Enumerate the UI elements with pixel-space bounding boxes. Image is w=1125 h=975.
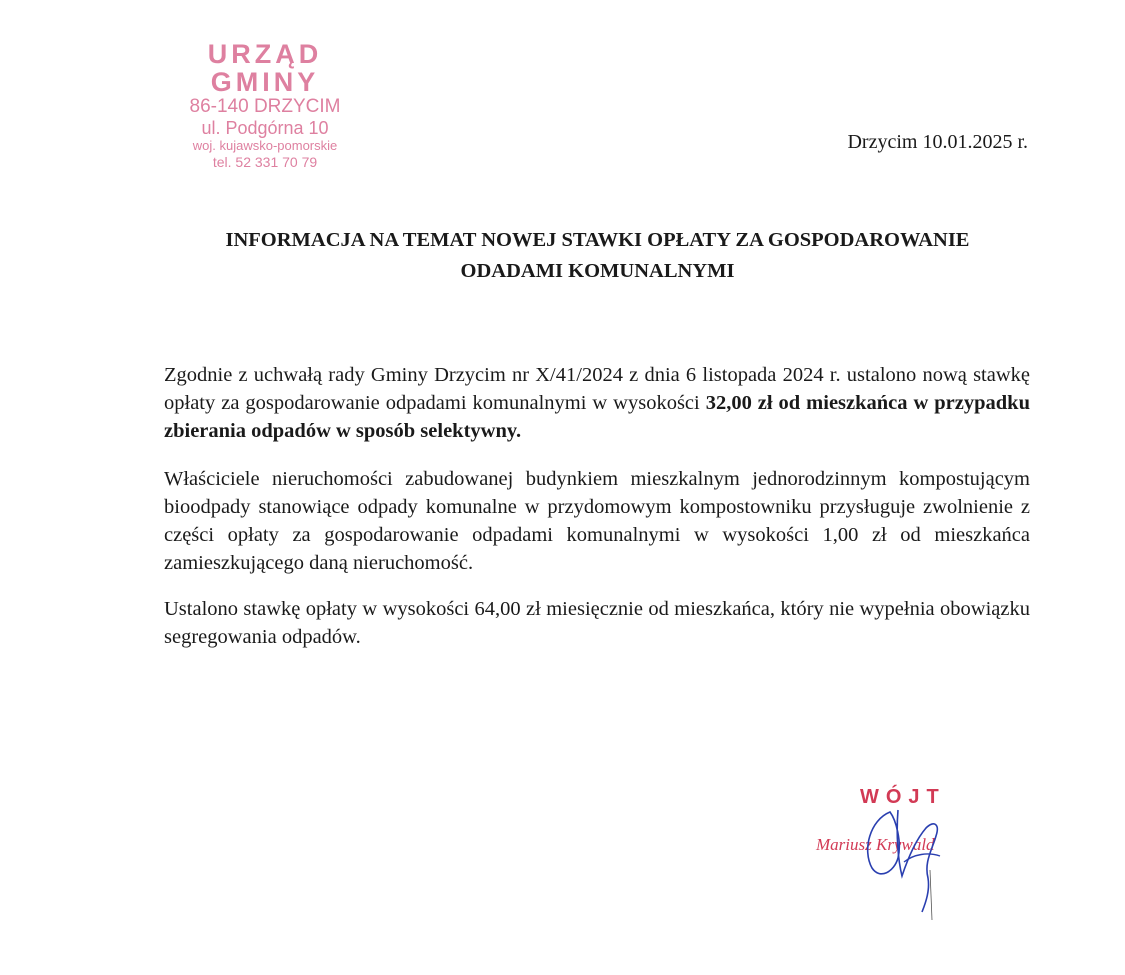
signature-title-stamp: WÓJT xyxy=(860,786,946,808)
paragraph-composting-exemption: Właściciele nieruchomości zabudowanej budynkiem mieszkalnym jednorodzinnym kompostującym bioodpady stanowiące odpady komunalne w przydomowym kompostowniku przysługuje zwolnienie z części opłaty za gospodarowanie odpadami komunalnymi w wysokości 1,00 zł od mieszkańca zamieszkującego daną nieruchomość. xyxy=(164,468,1030,574)
paragraph-resolution-text: Zgodnie z uchwałą rady Gminy Drzycim nr X/41/2024 z dnia 6 listopada 2024 r. ustalono nową stawkę opłaty za gospodarowanie odpadami komunalnymi w wysokości xyxy=(164,364,1030,414)
paragraph-resolution xyxy=(164,361,1030,445)
stamp-line-postcode: 86-140 DRZYCIM xyxy=(189,96,341,117)
paragraph-resolution-bold: 32,00 zł od mieszkańca w przypadku zbierania odpadów w sposób selektywny. xyxy=(164,392,1030,442)
stamp-line-street: ul. Podgórna 10 xyxy=(201,118,329,138)
stamp-line-phone: tel. 52 331 70 79 xyxy=(212,154,318,170)
stamp-line-voivodeship: woj. kujawsko-pomorskie xyxy=(192,138,338,153)
office-stamp xyxy=(150,40,380,170)
document-date: Drzycim 10.01.2025 r. xyxy=(847,131,1028,153)
signature-block xyxy=(810,780,1010,930)
stamp-line-office: URZĄD GMINY xyxy=(207,39,323,97)
paragraph-non-segregation-rate: Ustalono stawkę opłaty w wysokości 64,00 zł miesięcznie od mieszkańca, który nie wypełnia obowiązku segregowania odpadów. xyxy=(164,598,1030,648)
signature-name-stamp: Mariusz Krywald xyxy=(816,835,935,854)
document-title xyxy=(150,225,1045,287)
title-line-1: INFORMACJA NA TEMAT NOWEJ STAWKI OPŁATY ZA GOSPODAROWANIE xyxy=(225,229,970,251)
title-line-2: ODADAMI KOMUNALNYMI xyxy=(460,260,735,282)
handwritten-signature xyxy=(810,780,1010,930)
